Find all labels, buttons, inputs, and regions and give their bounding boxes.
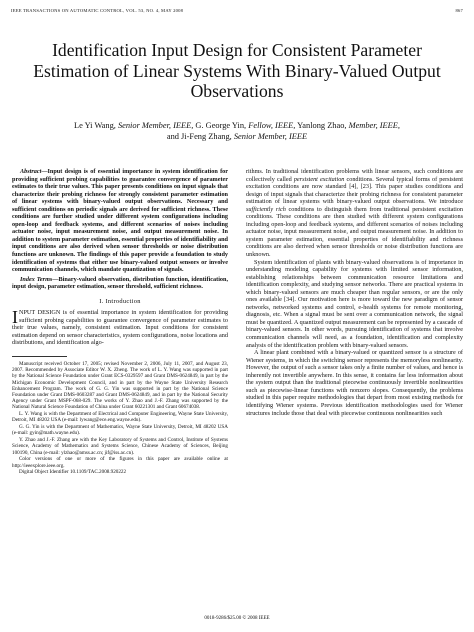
author-name: Le Yi Wang, [73, 121, 116, 130]
author-list [30, 120, 444, 142]
author-name: Yanlong Zhao, [297, 121, 347, 130]
body-text: conditions to distinguish them from traditional persistent excitation conditions. These conditions are then studied with different system configurations including open-loop and feedback systems, and different scenarios of noises including actuator noise, input measurement noise, and output measurement noise. In addition to system parameter estimation, essential properties of identifiability and richness conditions are also derived when sensor thresholds or noise distribution functions are unknown. [246, 205, 463, 259]
intro-text: is of essential importance in system identification for providing sufficient probing capabilities to guarantee convergence of parameter estimates to their true values, namely, consistent estimation. Input conditions for consistent estimation depend on sensor characteristics, system configurations, noise locations and distributions, and identification algo- [12, 309, 229, 347]
emphasis-text: persistent excitation [293, 175, 345, 183]
author-role: Senior Member, IEEE, [117, 121, 194, 130]
author-role: Fellow, IEEE, [248, 121, 296, 130]
page-number: 867 [455, 8, 463, 13]
abstract-text: —Input design is of essential importance in system identification for providing sufficient probing capabilities to guarantee convergence of parameter estimates to their true values. This paper presents conditions on input signals that characterize their probing richness for strongly consistent parameter estimation of linear systems with binary-valued output observations. Necessary and sufficient conditions on periodic signals are derived for sufficient richness. These conditions are further studied under different system configurations including open-loop and feedback systems, and different scenarios of noises including actuator noise, input measurement noise, and output measurement noise. In addition to system parameter estimation, essential properties of identifiability and input conditions are also derived when sensor thresholds or noise distribution functions are unknown. The findings of this paper provide a foundation to study identification of systems that either use binary-valued output sensors or involve communication channels, which mandate quantization of signals. [12, 168, 228, 274]
right-column [246, 168, 463, 417]
author-role: Member, IEEE, [348, 121, 400, 130]
footnote: G. G. Yin is with the Department of Mathematics, Wayne State University, Detroit, MI 48202 USA (e-mail: gyin@math.wayne.edu). [12, 424, 228, 437]
journal-name: IEEE TRANSACTIONS ON AUTOMATIC CONTROL, VOL. 53, NO. 4, MAY 2008 [11, 8, 184, 13]
drop-cap: I [12, 307, 18, 328]
index-terms [12, 276, 228, 291]
paper-title: Identification Input Design for Consistent Parameter Estimation of Linear Systems With Binary-Valued Output Observations [33, 40, 441, 101]
footnote: L. Y. Wang is with the Department of Electrical and Computer Engineering, Wayne State University, Detroit, MI 48202 USA (e-mail: lywang@ece.eng.wayne.edu). [12, 411, 228, 424]
author-name: G. George Yin, [195, 121, 247, 130]
footnote: Y. Zhao and J.-F. Zhang are with the Key Laboratory of Systems and Control, Institute of Systems Science, Academy of Mathematics and Systems Science, Chinese Academy of Sciences, Beijing 100190, China (e-mail: ylzhao@amss.ac.cn; jif@iss.ac.cn). [12, 437, 228, 456]
abstract-label: Abstract [20, 168, 42, 175]
footnote: Digital Object Identifier 10.1109/TAC.2008.920222 [19, 469, 127, 476]
author-role: Senior Member, IEEE [233, 132, 308, 142]
section-heading: I. Introduction [99, 297, 141, 305]
index-terms-label: Index Terms [20, 275, 53, 283]
left-column [12, 168, 228, 476]
footnote: Color versions of one or more of the figures in this paper are available online at http://ieeexplore.ieee.org. [12, 456, 228, 469]
footnotes [12, 361, 228, 476]
body-paragraph: A linear plant combined with a binary-valued or quantized sensor is a structure of Wiener systems, in which the switching sensor represents the memoryless nonlinearity. However, the output of such a sensor takes only a finite number of values, and hence is inherently not invertible anywhere. In this sense, it contains far less information about the system output than the traditional piecewise continuously invertible nonlinearities such as piecewise-linear functions with nonzero slopes. Consequently, the problems studied in this paper require methodologies that depart from most existing methods for identifying Wiener systems. Previous identification methodologies used for Wiener structures include those that deal with piecewise continuous nonlinearities such [246, 349, 463, 417]
emphasis-text: sufficiently rich [246, 205, 286, 213]
author-name: and Ji-Feng Zhang, [166, 132, 232, 142]
intro-paragraph [12, 309, 228, 347]
abstract [12, 168, 228, 274]
footnote-rule [12, 356, 67, 357]
body-paragraph: System identification of plants with binary-valued observations is of importance in understanding modeling capability for systems with limited sensor information, establishing relationships between communication resource limitations and identification complexity, and studying sensor networks. There are practical systems in which binary-valued sensors are much cheaper than regular sensors, or are the only ones available [34]. Our motivation here is more toward the new paradigm of sensor networks, networked systems and control, e-health systems for remote monitoring, diagnosis, etc. When a signal must be sent over a communication network, the signal must be quantized. A quantized output measurement can be represented by a cascade of binary-valued sensors. In other words, pursuing identification of systems that involve communication channels will need, as a foundation, identification and complexity analysis of the identification problem with binary-valued sensors. [246, 258, 463, 349]
body-paragraph [246, 168, 463, 259]
index-terms-text: —Binary-valued observation, distribution function, identification, input design, parameter estimation, sensor threshold, sufficient richness. [12, 275, 228, 291]
running-header [11, 8, 463, 18]
body-text: rithms. In traditional identification problems with linear sensors, such conditions are collectively called [246, 168, 463, 183]
body-text: conditions. Several typical forms of persistent excitation conditions are now standard [4], [23]. This paper studies conditions and design of input signals that characterize their probing richness for consistent parameter estimation of linear systems with binary-valued output observations. We introduce [246, 175, 463, 206]
copyright-line: 0018-9286/$25.00 © 2008 IEEE [204, 616, 270, 621]
intro-smallcaps: NPUT DESIGN [19, 309, 61, 317]
footnote: Manuscript received October 17, 2005; revised November 2, 2006, July 11, 2007, and August 23, 2007. Recommended by Associate Editor W. X. Zheng. The work of L. Y. Wang was supported in part by the National Science Foundation under Grant ECS-0329597 and Grant DMS-0624849, in part by the Michigan Economic Development Council, and in part by the Wayne State University Research Enhancement Program. The work of G. G. Yin was supported in part by the National Science Foundation under Grant DMS-0603287 and Grant DMS-0624849, and in part by the National Security Agency under Grant MSPF-068-029. The works of Y. Zhao and J.-F. Zhang was supported by the National Natural Science Foundation of China under Grant 60221301 and Grant 60674038. [12, 361, 228, 411]
